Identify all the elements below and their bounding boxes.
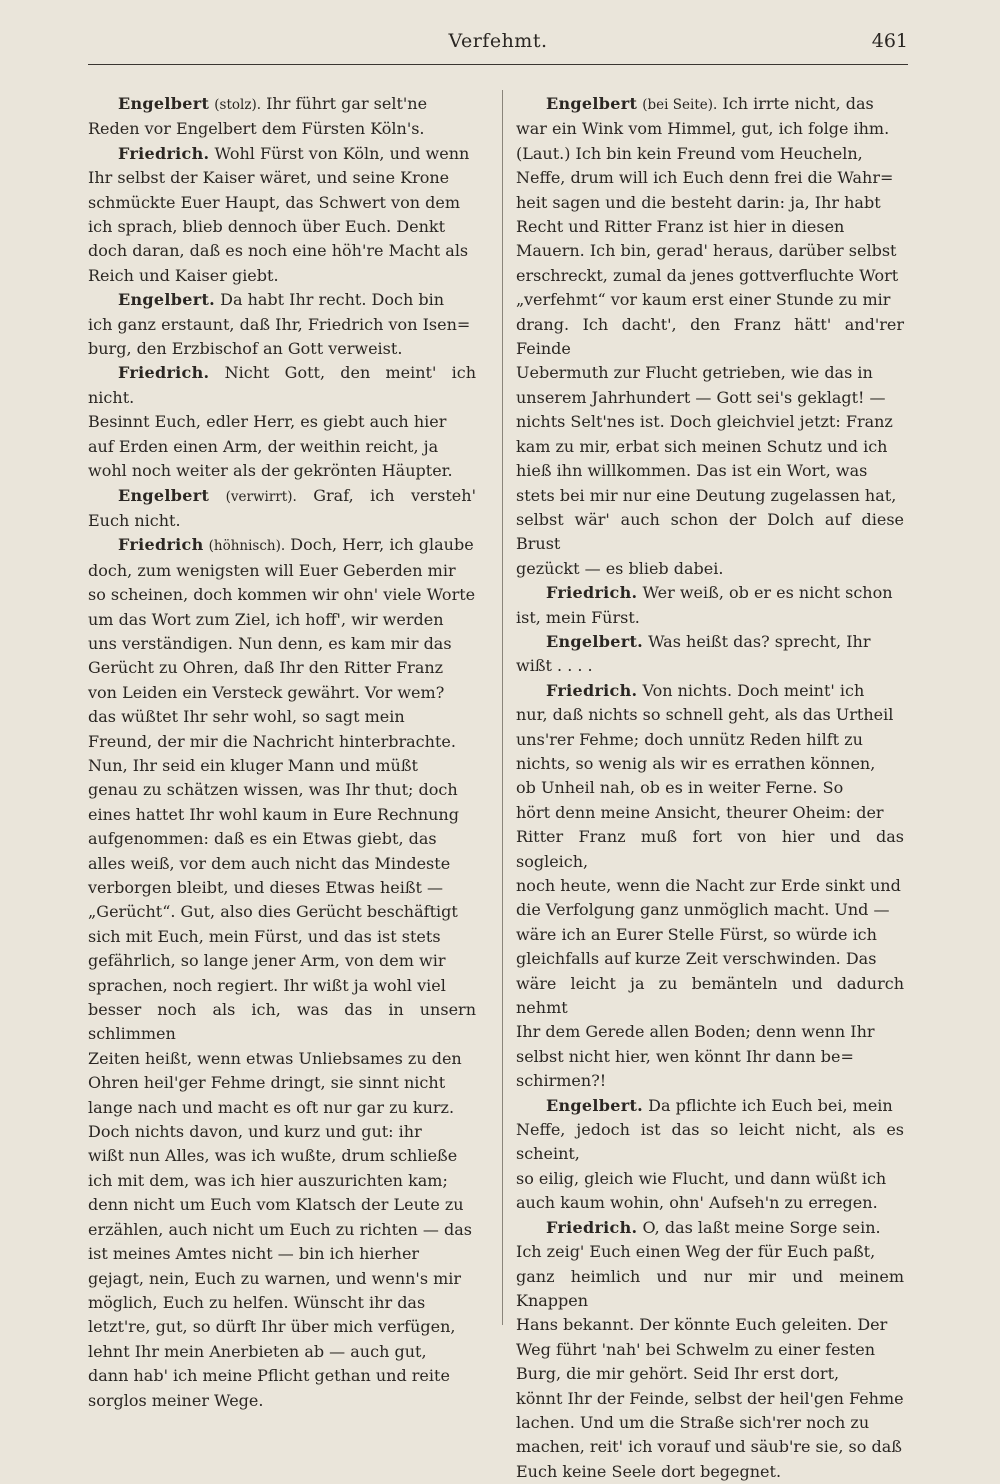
- line-text: gleichfalls auf kurze Zeit verschwinden. Das: [516, 949, 877, 969]
- line-text: lehnt Ihr mein Anerbieten ab — auch gut,: [88, 1341, 427, 1361]
- text-line: [88, 1169, 476, 1193]
- line-text: Neffe, jedoch ist das so leicht nicht, als es scheint,: [516, 1120, 904, 1164]
- line-text: nur, daß nichts so schnell geht, als das Urtheil: [516, 705, 894, 725]
- text-line: [516, 1265, 904, 1314]
- text-line: [88, 1218, 476, 1242]
- text-line: [516, 92, 904, 117]
- line-text: Neffe, drum will ich Euch denn frei die Wahr=: [516, 168, 894, 188]
- speaker-name: Friedrich: [118, 535, 204, 555]
- text-line: [516, 1387, 904, 1411]
- line-text: Was heißt das? sprecht, Ihr: [648, 631, 871, 651]
- line-text: Graf, ich versteh' Euch nicht.: [88, 485, 476, 530]
- text-line: [516, 581, 904, 605]
- text-line: [516, 1411, 904, 1435]
- text-line: [516, 313, 904, 362]
- line-text: aufgenommen: daß es ein Etwas giebt, das: [88, 829, 437, 849]
- text-line: [516, 752, 904, 776]
- text-line: [516, 728, 904, 752]
- line-text: wäre ich an Eurer Stelle Fürst, so würde ich: [516, 924, 877, 944]
- text-line: [88, 92, 476, 117]
- line-text: erschreckt, zumal da jenes gottverfluchte Wort: [516, 265, 899, 285]
- line-text: wohl noch weiter als der gekrönten Häupter.: [88, 461, 453, 481]
- speech-paragraph: [88, 288, 476, 361]
- speech-paragraph: [88, 533, 476, 1413]
- line-text: machen, reit' ich vorauf und säub're sie, so daß: [516, 1437, 902, 1457]
- text-line: [88, 142, 476, 166]
- line-text: Von nichts. Doch meint' ich: [642, 680, 865, 700]
- text-line: [88, 313, 476, 337]
- text-line: [88, 459, 476, 483]
- line-text: ist meines Amtes nicht — bin ich hierher: [88, 1244, 420, 1264]
- line-text: Burg, die mir gehört. Seid Ihr erst dort,: [516, 1364, 840, 1384]
- speech-paragraph: [516, 679, 904, 1094]
- text-line: [516, 1094, 904, 1118]
- text-line: [516, 898, 904, 922]
- line-text: unserem Jahrhundert — Gott sei's geklagt! —: [516, 387, 886, 407]
- line-text: selbst wär' auch schon der Dolch auf diese Brust: [516, 509, 904, 554]
- text-line: [88, 1193, 476, 1217]
- line-text: burg, den Erzbischof an Gott verweist.: [88, 339, 403, 359]
- text-line: [516, 1069, 904, 1093]
- text-line: [88, 1120, 476, 1144]
- text-line: [516, 1216, 904, 1240]
- line-text: erzählen, auch nicht um Euch zu richten — das: [88, 1219, 472, 1239]
- line-text: dann hab' ich meine Pflicht gethan und reite: [88, 1366, 450, 1386]
- text-line: [516, 825, 904, 874]
- header-rule: [88, 64, 908, 65]
- text-line: [88, 1267, 476, 1291]
- text-line: [516, 484, 904, 508]
- line-text: Da habt Ihr recht. Doch bin: [220, 290, 444, 310]
- text-line: [88, 361, 476, 410]
- text-line: [516, 557, 904, 581]
- line-text: Ihr dem Gerede allen Boden; denn wenn Ihr: [516, 1022, 875, 1042]
- line-text: kam zu mir, erbat sich meinen Schutz und ich: [516, 436, 888, 456]
- speaker-name: Engelbert.: [118, 290, 216, 310]
- text-line: [88, 215, 476, 239]
- text-line: [88, 410, 476, 434]
- text-line: [516, 972, 904, 1021]
- line-text: Besinnt Euch, edler Herr, es giebt auch hier: [88, 412, 447, 432]
- line-text: hieß ihn willkommen. Das ist ein Wort, was: [516, 461, 868, 481]
- speech-paragraph: [516, 1216, 904, 1484]
- line-text: schmückte Euer Haupt, das Schwert von dem: [88, 192, 460, 212]
- right-column: [516, 92, 904, 1484]
- text-line: [516, 1167, 904, 1191]
- text-line: [88, 264, 476, 288]
- text-line: [516, 801, 904, 825]
- speaker-name: Engelbert.: [546, 631, 644, 651]
- speaker-name: Friedrich.: [546, 1217, 638, 1237]
- text-line: [516, 1118, 904, 1167]
- text-line: [88, 484, 476, 534]
- line-text: Da pflichte ich Euch bei, mein: [648, 1095, 893, 1115]
- line-text: die Verfolgung ganz unmöglich macht. Und —: [516, 900, 890, 920]
- line-text: war ein Wink vom Himmel, gut, ich folge ihm.: [516, 119, 890, 139]
- line-text: besser noch als ich, was das in unsern schlimmen: [88, 1000, 476, 1044]
- text-line: [88, 1071, 476, 1095]
- line-text: O, das laßt meine Sorge sein.: [642, 1217, 881, 1237]
- speech-paragraph: [88, 142, 476, 288]
- text-line: [516, 1191, 904, 1215]
- text-line: [88, 803, 476, 827]
- text-line: [88, 1291, 476, 1315]
- speech-paragraph: [516, 630, 904, 679]
- line-text: Gerücht zu Ohren, daß Ihr den Ritter Franz: [88, 658, 444, 678]
- line-text: Doch, Herr, ich glaube: [290, 535, 474, 555]
- text-line: [516, 1020, 904, 1044]
- line-text: Ritter Franz muß fort von hier und das sogleich,: [516, 827, 904, 871]
- speaker-name: Engelbert.: [546, 1095, 644, 1115]
- text-line: [516, 679, 904, 703]
- text-line: [516, 1313, 904, 1337]
- line-text: uns'rer Fehme; doch unnütz Reden hilft zu: [516, 729, 863, 749]
- text-line: [88, 559, 476, 583]
- line-text: Wer weiß, ob er es nicht schon: [642, 583, 893, 603]
- line-text: schirmen?!: [516, 1071, 607, 1091]
- text-line: [88, 632, 476, 656]
- line-text: Hans bekannt. Der könnte Euch geleiten. Der: [516, 1315, 888, 1335]
- line-text: Freund, der mir die Nachricht hinterbrachte.: [88, 731, 456, 751]
- line-text: hört denn meine Ansicht, theurer Oheim: der: [516, 802, 884, 822]
- line-text: ganz heimlich und nur mir und meinem Knappen: [516, 1266, 904, 1310]
- text-line: [516, 264, 904, 288]
- text-line: [516, 630, 904, 654]
- text-line: [516, 410, 904, 434]
- text-line: [516, 606, 904, 630]
- text-line: [516, 166, 904, 190]
- running-title: Verfehmt.: [448, 30, 548, 52]
- line-text: Reich und Kaiser giebt.: [88, 265, 279, 285]
- column-divider: [502, 90, 503, 1325]
- line-text: sprachen, noch regiert. Ihr wißt ja wohl viel: [88, 975, 446, 995]
- line-text: wißt . . . .: [516, 656, 593, 676]
- text-line: [88, 656, 476, 680]
- line-text: auch kaum wohin, ohn' Aufseh'n zu erregen.: [516, 1193, 878, 1213]
- line-text: Wohl Fürst von Köln, und wenn: [214, 143, 470, 163]
- line-text: noch heute, wenn die Nacht zur Erde sinkt und: [516, 876, 901, 895]
- line-text: lange nach und macht es oft nur gar zu kurz.: [88, 1097, 455, 1117]
- line-text: Nicht Gott, den meint' ich nicht.: [88, 363, 476, 407]
- line-text: doch daran, daß es noch eine höh're Macht als: [88, 241, 469, 261]
- line-text: ich mit dem, was ich hier auszurichten kam;: [88, 1170, 448, 1190]
- line-text: alles weiß, vor dem auch nicht das Mindeste: [88, 853, 451, 873]
- text-line: [88, 1047, 476, 1071]
- running-header: [88, 28, 908, 58]
- speech-paragraph: [88, 92, 476, 142]
- stage-direction: (bei Seite).: [642, 97, 718, 113]
- text-line: [88, 974, 476, 998]
- line-text: gejagt, nein, Euch zu warnen, und wenn's mir: [88, 1268, 462, 1288]
- left-column: [88, 92, 476, 1413]
- line-text: Recht und Ritter Franz ist hier in diesen: [516, 217, 845, 237]
- line-text: Ich irrte nicht, das: [722, 94, 874, 113]
- line-text: auf Erden einen Arm, der weithin reicht, ja: [88, 436, 439, 456]
- text-line: [516, 923, 904, 947]
- text-line: [516, 288, 904, 312]
- line-text: nichts, so wenig als wir es errathen können,: [516, 753, 876, 773]
- text-line: [88, 1340, 476, 1364]
- text-line: [516, 1362, 904, 1386]
- line-text: Mauern. Ich bin, gerad' heraus, darüber selbst: [516, 241, 897, 261]
- line-text: wißt nun Alles, was ich wußte, drum schließe: [88, 1146, 458, 1166]
- text-line: [516, 1460, 904, 1484]
- text-line: [88, 754, 476, 778]
- line-text: ist, mein Fürst.: [516, 607, 640, 627]
- speaker-name: Friedrich.: [118, 143, 210, 163]
- text-line: [516, 1240, 904, 1264]
- speaker-name: Engelbert: [118, 485, 210, 505]
- line-text: Ohren heil'ger Fehme dringt, sie sinnt nicht: [88, 1073, 446, 1093]
- text-line: [88, 117, 476, 141]
- text-line: [516, 1338, 904, 1362]
- line-text: uns verständigen. Nun denn, es kam mir das: [88, 633, 452, 653]
- text-line: [88, 166, 476, 190]
- line-text: denn nicht um Euch vom Klatsch der Leute zu: [88, 1195, 464, 1215]
- page-number: 461: [871, 30, 908, 52]
- text-line: [88, 900, 476, 924]
- text-line: [88, 998, 476, 1047]
- line-text: Ihr führt gar selt'ne: [266, 94, 428, 113]
- text-line: [516, 435, 904, 459]
- line-text: Euch keine Seele dort begegnet.: [516, 1461, 782, 1481]
- line-text: Ich zeig' Euch einen Weg der für Euch paßt,: [516, 1242, 876, 1262]
- line-text: (Laut.) Ich bin kein Freund vom Heucheln,: [516, 143, 863, 163]
- text-line: [88, 435, 476, 459]
- text-line: [88, 852, 476, 876]
- text-line: [88, 1315, 476, 1339]
- text-line: [516, 1435, 904, 1459]
- text-line: [516, 508, 904, 557]
- text-line: [516, 215, 904, 239]
- line-text: Zeiten heißt, wenn etwas Unliebsames zu den: [88, 1048, 462, 1068]
- line-text: Weg führt 'nah' bei Schwelm zu einer festen: [516, 1339, 876, 1359]
- speaker-name: Engelbert: [546, 94, 638, 113]
- text-line: [88, 827, 476, 851]
- text-line: [88, 239, 476, 263]
- line-text: nichts Selt'nes ist. Doch gleichviel jetzt: Franz: [516, 412, 893, 432]
- line-text: von Leiden ein Versteck gewährt. Vor wem?: [88, 682, 445, 702]
- text-line: [516, 142, 904, 166]
- line-text: das wüßtet Ihr sehr wohl, so sagt mein: [88, 707, 405, 727]
- text-line: [88, 1389, 476, 1413]
- text-line: [88, 1144, 476, 1168]
- speech-paragraph: [516, 92, 904, 581]
- text-line: [88, 730, 476, 754]
- line-text: wäre leicht ja zu bemänteln und dadurch nehmt: [516, 973, 904, 1018]
- text-line: [516, 874, 904, 898]
- line-text: Doch nichts davon, und kurz und gut: ihr: [88, 1122, 422, 1142]
- line-text: Nun, Ihr seid ein kluger Mann und müßt: [88, 755, 418, 775]
- line-text: ich sprach, blieb dennoch über Euch. Denkt: [88, 217, 446, 237]
- line-text: „verfehmt“ vor kaum erst einer Stunde zu mir: [516, 290, 891, 310]
- text-line: [516, 776, 904, 800]
- text-line: [516, 703, 904, 727]
- text-line: [88, 925, 476, 949]
- text-line: [88, 288, 476, 312]
- text-line: [88, 681, 476, 705]
- line-text: verborgen bleibt, und dieses Etwas heißt —: [88, 878, 444, 897]
- text-line: [516, 239, 904, 263]
- text-line: [88, 705, 476, 729]
- text-line: [88, 337, 476, 361]
- text-line: [516, 386, 904, 410]
- line-text: so scheinen, doch kommen wir ohn' viele Worte: [88, 585, 476, 605]
- line-text: doch, zum wenigsten will Euer Geberden mir: [88, 560, 456, 580]
- line-text: „Gerücht“. Gut, also dies Gerücht beschäftigt: [88, 902, 458, 922]
- text-line: [516, 654, 904, 678]
- line-text: sorglos meiner Wege.: [88, 1390, 264, 1410]
- text-line: [88, 1364, 476, 1388]
- text-line: [88, 533, 476, 558]
- speaker-name: Friedrich.: [118, 363, 210, 383]
- line-text: sich mit Euch, mein Fürst, und das ist stets: [88, 926, 441, 946]
- line-text: um das Wort zum Ziel, ich hoff', wir werden: [88, 609, 444, 629]
- line-text: gefährlich, so lange jener Arm, von dem wir: [88, 951, 446, 971]
- speaker-name: Friedrich.: [546, 680, 638, 700]
- line-text: möglich, Euch zu helfen. Wünscht ihr das: [88, 1292, 426, 1312]
- line-text: so eilig, gleich wie Flucht, und dann wüßt ich: [516, 1168, 887, 1188]
- stage-direction: (höhnisch).: [208, 538, 286, 555]
- speech-paragraph: [88, 361, 476, 483]
- text-line: [88, 583, 476, 607]
- line-text: letzt're, gut, so dürft Ihr über mich verfügen,: [88, 1317, 456, 1337]
- text-line: [516, 361, 904, 385]
- line-text: Reden vor Engelbert dem Fürsten Köln's.: [88, 119, 425, 139]
- text-line: [88, 191, 476, 215]
- line-text: ich ganz erstaunt, daß Ihr, Friedrich von Isen=: [88, 314, 471, 334]
- text-line: [88, 778, 476, 802]
- line-text: könnt Ihr der Feinde, selbst der heil'gen Fehme: [516, 1388, 904, 1408]
- line-text: eines hattet Ihr wohl kaum in Eure Rechnung: [88, 804, 459, 824]
- text-line: [88, 1096, 476, 1120]
- text-line: [88, 1242, 476, 1266]
- text-line: [88, 949, 476, 973]
- speaker-name: Friedrich.: [546, 583, 638, 603]
- stage-direction: (stolz).: [214, 97, 262, 113]
- text-line: [516, 1045, 904, 1069]
- speech-paragraph: [516, 581, 904, 630]
- line-text: lachen. Und um die Straße sich'rer noch zu: [516, 1412, 870, 1432]
- line-text: stets bei mir nur eine Deutung zugelassen hat,: [516, 485, 897, 505]
- text-line: [516, 117, 904, 141]
- line-text: Ihr selbst der Kaiser wäret, und seine Krone: [88, 168, 450, 188]
- line-text: gezückt — es blieb dabei.: [516, 558, 724, 578]
- line-text: genau zu schätzen wissen, was Ihr thut; doch: [88, 780, 458, 800]
- line-text: Uebermuth zur Flucht getrieben, wie das in: [516, 363, 873, 383]
- text-line: [88, 608, 476, 632]
- line-text: drang. Ich dacht', den Franz hätt' and'rer Feinde: [516, 314, 904, 359]
- line-text: selbst nicht hier, wen könnt Ihr dann be=: [516, 1046, 854, 1066]
- text-line: [516, 459, 904, 483]
- stage-direction: (verwirrt).: [225, 488, 297, 505]
- speaker-name: Engelbert: [118, 94, 210, 113]
- speech-paragraph: [516, 1094, 904, 1216]
- line-text: ob Unheil nah, ob es in weiter Ferne. So: [516, 778, 844, 798]
- line-text: heit sagen und die besteht darin: ja, Ihr habt: [516, 192, 881, 212]
- text-line: [88, 876, 476, 900]
- text-line: [516, 191, 904, 215]
- speech-paragraph: [88, 484, 476, 534]
- text-line: [516, 947, 904, 971]
